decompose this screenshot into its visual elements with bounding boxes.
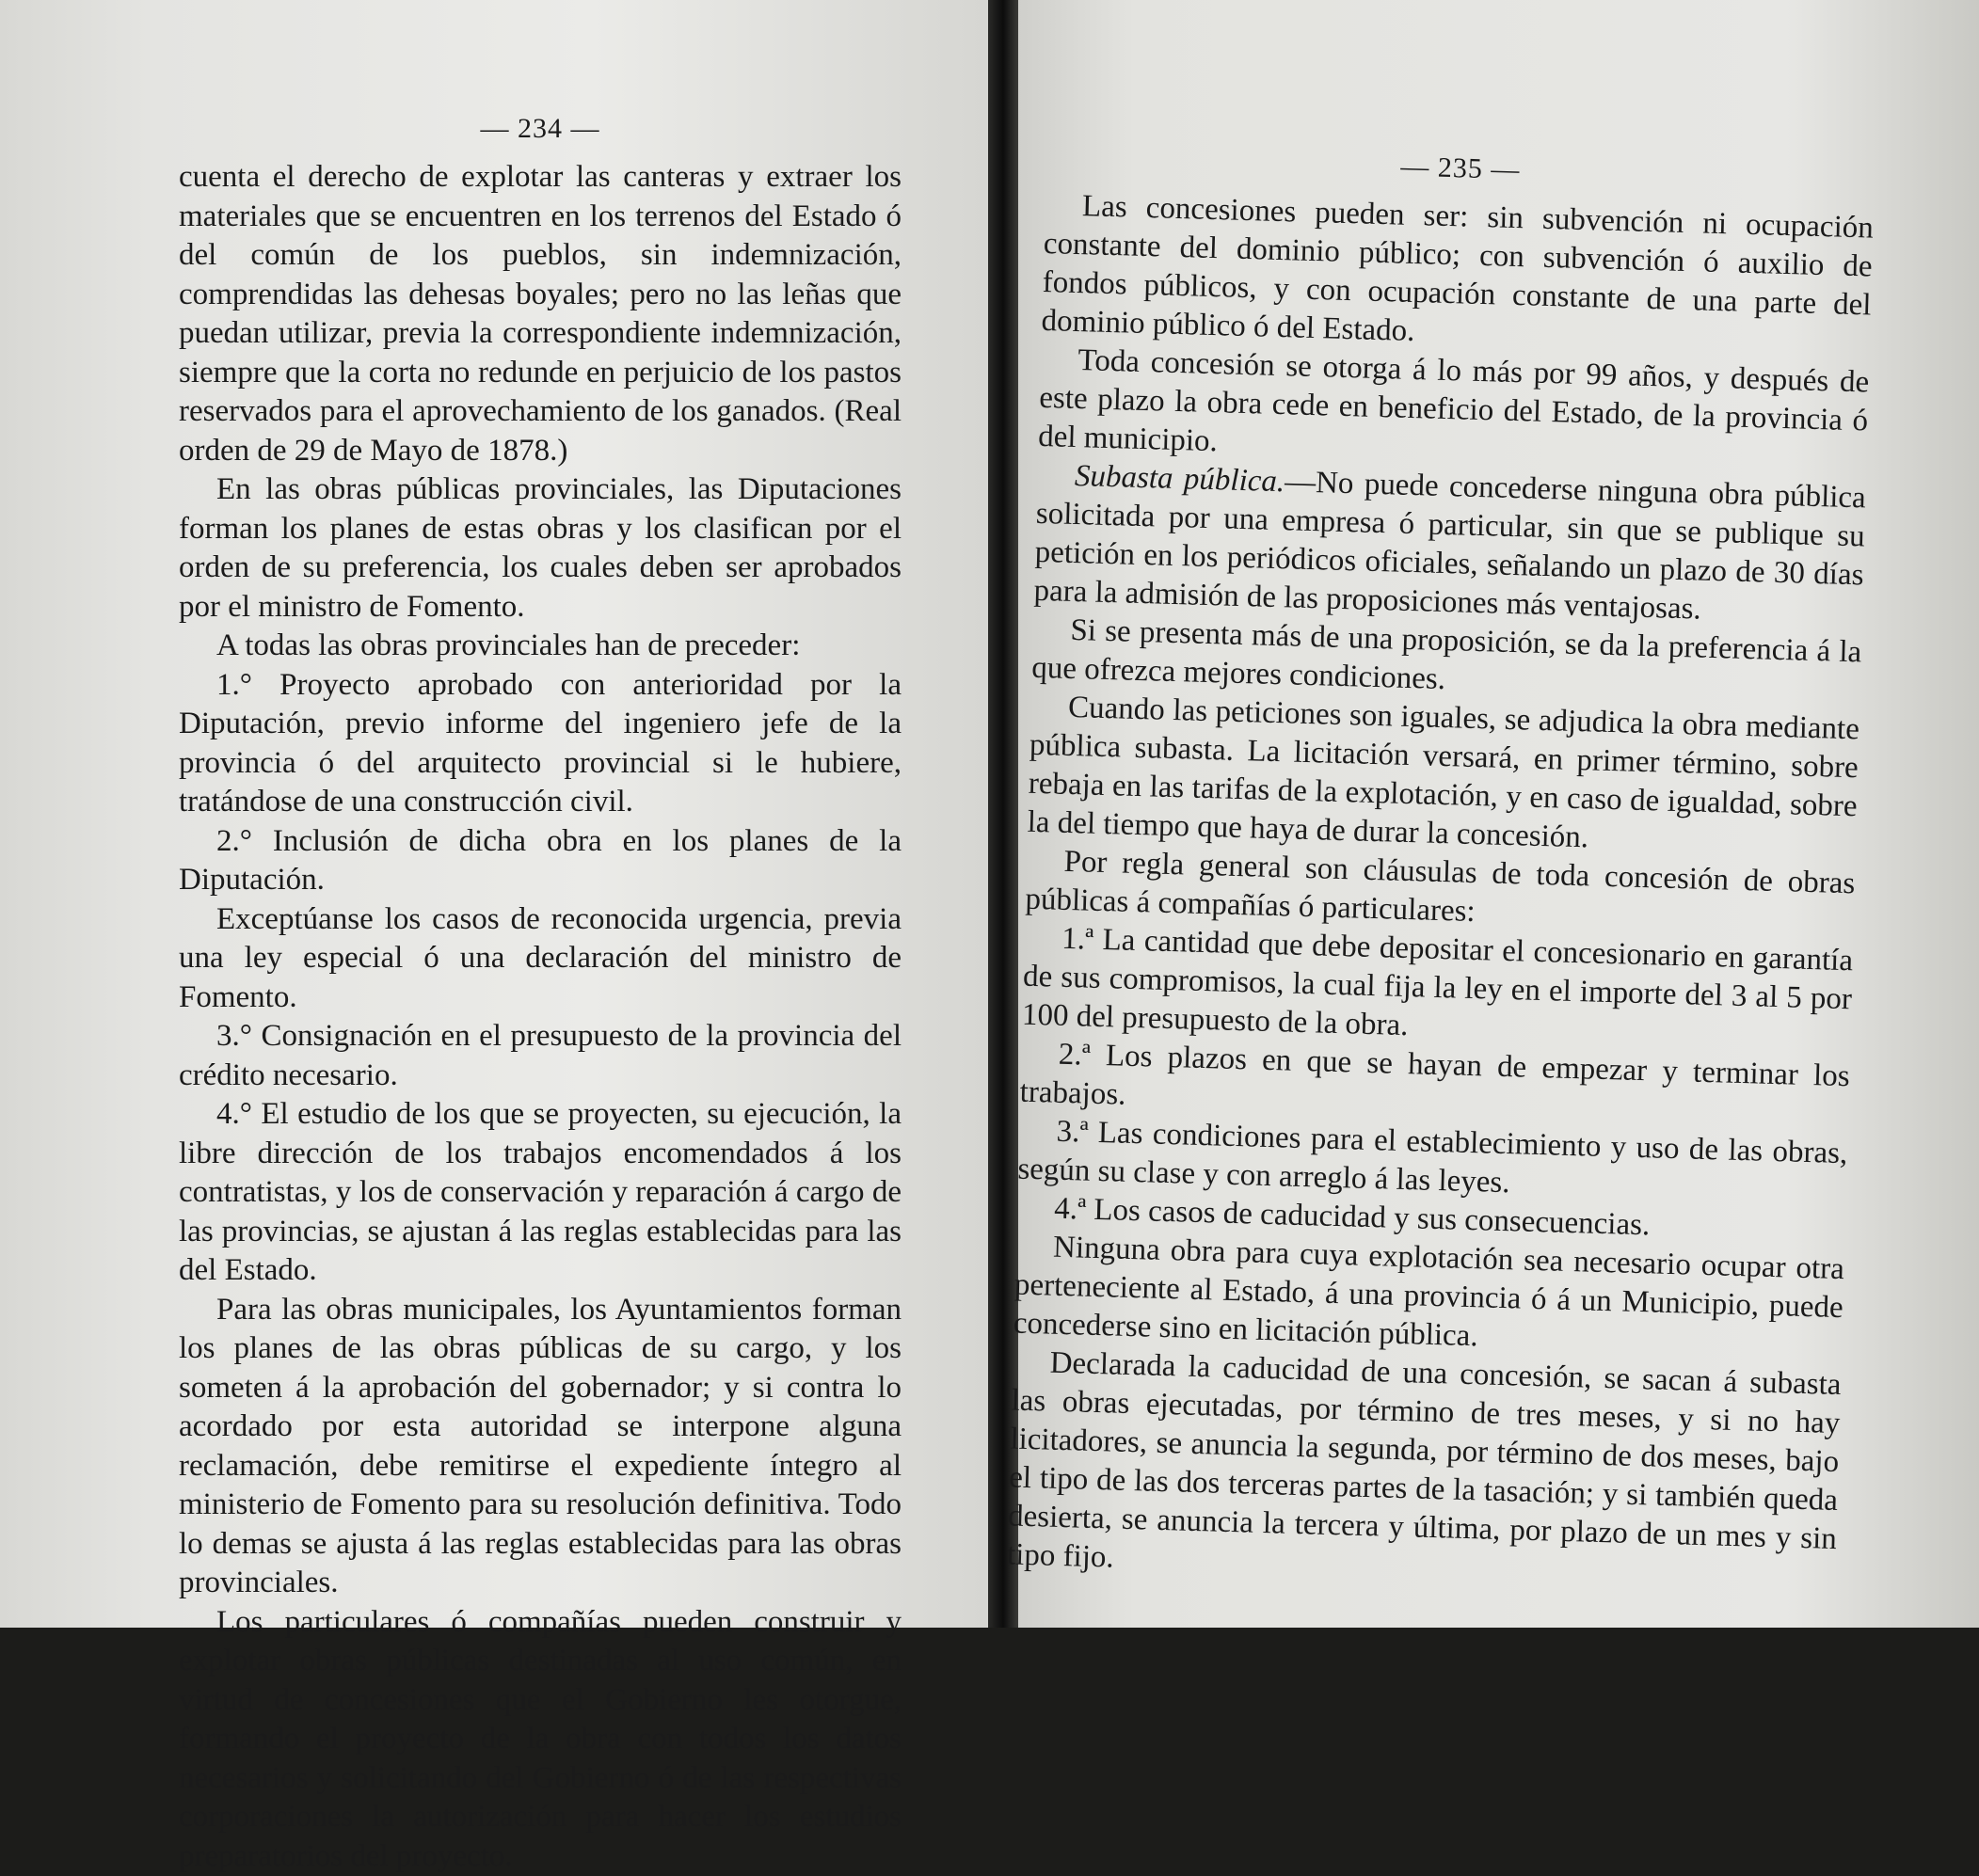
paragraph: 2.° Inclusión de dicha obra en los planes de la Diputación. — [179, 822, 902, 900]
paragraph: 4.° El estudio de los que se proyecten, su ejecución, la libre dirección de los trabajos encomendados á los contratistas, y los de conservación y reparación á cargo de las provincias, se ajustan á las reglas establecidas para las del Estado. — [179, 1095, 902, 1291]
paragraph: Las concesiones pueden ser: sin subvención ni ocupación constante del dominio público; con subvención ó auxilio de fondos públicos, y con ocupación constante de una parte del dominio público ó del Estado. — [1041, 186, 1874, 364]
paragraph: 3.° Consignación en el presupuesto de la provincia del crédito necesario. — [179, 1017, 902, 1095]
paragraph: 1.° Proyecto aprobado con anterioridad por la Diputación, previo informe del ingeniero jefe de la provincia ó del arquitecto provincial si le hubiere, tratándose de una construcción civil. — [179, 666, 902, 822]
right-page — [1018, 0, 1979, 1628]
paragraph: Los particulares ó compañías pueden construir y explotar obras públicas destinadas al uso común, en virtud de concesiones que el Gobierno les otorgue, formando el proyecto de la obra con todos los datos necesarios y solicitando del Gobierno ó de las respectivas corporaciones la autorización para hacer los estudios preparatorios del proyecto. — [179, 1603, 902, 1876]
page-number: — 235 — — [1045, 141, 1875, 197]
italic-heading: Subasta pública. — [1075, 459, 1285, 499]
left-page — [0, 0, 988, 1628]
paragraph: Para las obras municipales, los Ayuntamientos forman los planes de las obras públicas de su cargo, y los someten á la aprobación del gobernador; y si contra lo acordado por esta autoridad se interpone alguna reclamación, debe remitirse el expediente íntegro al ministerio de Fomento para su resolución definitiva. Todo lo demas se ajusta á las reglas establecidas para las obras provinciales. — [179, 1291, 902, 1603]
paragraph: Cuando las peticiones son iguales, se adjudica la obra mediante pública subasta. La licitación versará, en primer término, sobre rebaja en las tarifas de la explotación, y en caso de igualdad, sobre la del tiempo que haya de durar la concesión. — [1027, 688, 1859, 866]
paragraph: Toda concesión se otorga á lo más por 99 años, y después de este plazo la obra cede en beneficio del Estado, de la provincia ó del municipio. — [1038, 341, 1870, 480]
paragraph: 4.ª Los casos de caducidad y sus consecuencias. — [1016, 1189, 1846, 1251]
paragraph: Exceptúanse los casos de reconocida urgencia, previa una ley especial ó una declaración del ministro de Fomento. — [179, 900, 902, 1018]
paragraph: 3.ª Las condiciones para el establecimiento y uso de las obras, según su clase y con arreglo á las leyes. — [1017, 1112, 1848, 1213]
paragraph: 1.ª La cantidad que debe depositar el concesionario en garantía de sus compromisos, la cual fija la ley en el importe del 3 al 5 por 100 del presupuesto de la obra. — [1021, 919, 1853, 1058]
paragraph: 2.ª Los plazos en que se hayan de empezar y terminar los trabajos. — [1019, 1035, 1850, 1136]
paragraph: A todas las obras provinciales han de preceder: — [179, 627, 902, 666]
paragraph: Por regla general son cláusulas de toda concesión de obras públicas á compañías ó particulares: — [1025, 842, 1856, 943]
paragraph: Si se presenta más de una proposición, se da la preferencia á la que ofrezca mejores condiciones. — [1031, 611, 1862, 711]
paragraph — [1033, 456, 1866, 634]
page-number: — 234 — — [179, 113, 902, 145]
right-page-text — [1006, 141, 1875, 1598]
paragraph: En las obras públicas provinciales, las Diputaciones forman los planes de estas obras y los clasifican por el orden de su preferencia, los cuales deben ser aprobados por el ministro de Fomento. — [179, 470, 902, 627]
paragraph: Declarada la caducidad de una concesión, se sacan á subasta las obras ejecutadas, por término de tres meses, y si no hay licitadores, se anuncia la segunda, por término de dos meses, bajo el tipo de las dos terceras partes de la tasación; y si también queda desierta, se anuncia la tercera y última, por plazo de un mes y sin tipo fijo. — [1006, 1343, 1842, 1598]
paragraph: cuenta el derecho de explotar las canteras y extraer los materiales que se encuentren en los terrenos del Estado ó del común de los pueblos, sin indemnización, comprendidas las dehesas boyales; pero no las leñas que puedan utilizar, previa la correspondiente indemnización, siempre que la corta no redunde en perjuicio de los pastos reservados para el aprovechamiento de los ganados. (Real orden de 29 de Mayo de 1878.) — [179, 158, 902, 470]
paragraph-text: —No puede concederse ninguna obra pública solicitada por una empresa ó particular, sin que se publique su petición en los periódicos oficiales, señalando un plazo de 30 días para la admisión de las proposiciones más ventajosas. — [1033, 465, 1866, 626]
paragraph: Ninguna obra para cuya explotación sea necesario ocupar otra perteneciente al Estado, á una provincia ó á un Municipio, puede concederse sino en licitación pública. — [1013, 1228, 1844, 1367]
